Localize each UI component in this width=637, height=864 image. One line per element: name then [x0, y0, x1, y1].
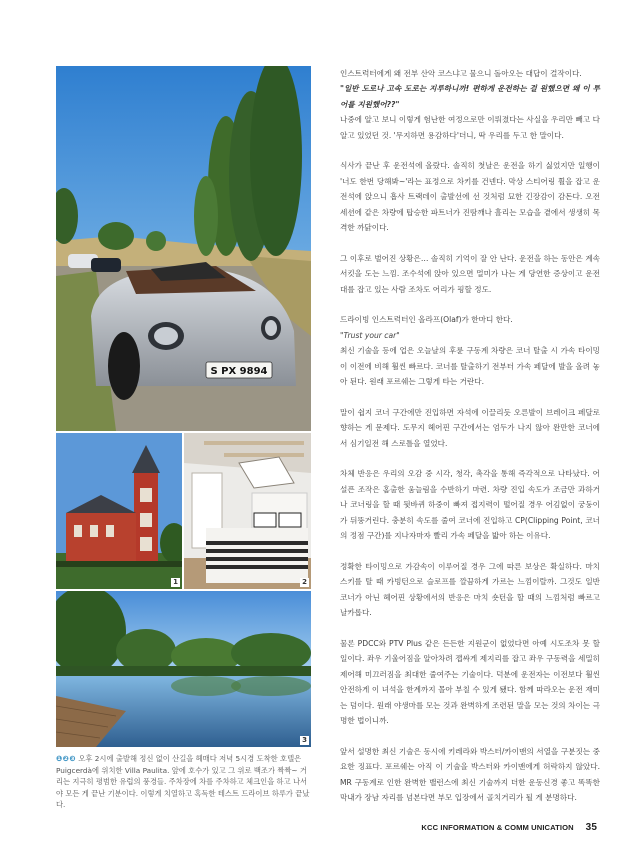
- paragraph-9: 앞서 설명한 최신 기술은 동시에 키레라와 박스터/카이맨의 서열을 구분짓는 중요한 징표다. 포르쉐는 아직 이 기술을 박스터와 카이맨에게 허락하지 않았다. MR 구동계로 인한 완벽한 밸런스에 최신 기술까지 더한 운동신경 좋고 똑똑한 막내가 장남 자리를 넘본다면 부모 입장에서 골치거리가 될 게 분명하다.: [340, 746, 600, 802]
- page-footer: [421, 822, 597, 833]
- paragraph-1: [340, 66, 600, 143]
- caption-numbers: ❶❷❸: [56, 754, 77, 763]
- paragraph-3: 그 이후로 벌어진 상황은… 솔직히 기억이 잘 안 난다. 운전을 하는 동안은 계속 서킷을 도는 느낌. 조수석에 앉아 있으면 멀미가 나는 게 당연한 증상이고 운전대를 잡고 있는 사람 조차도 어리가 핑할 정도.: [340, 253, 600, 294]
- paragraph-4-intro: 드라이빙 인스트럭터인 올라프(Olaf)가 한마디 한다.: [340, 315, 513, 325]
- photo-hotel-room: [184, 433, 311, 589]
- porsche-scene: [56, 66, 311, 431]
- room-scene: [184, 433, 311, 589]
- photo-porsche-convertible: [56, 66, 311, 431]
- footer-brand: KCC INFORMATION & COMM UNICATION: [421, 823, 574, 832]
- photo-number-3: 3: [302, 736, 307, 744]
- paragraph-8: 물론 PDCC와 PTV Plus 같은 든든한 지원군이 없었다면 아예 시도조차 못 할 일이다. 좌우 기울어짐을 알아차려 잽싸게 제지리를 잡고 좌우 구동력을 세밀히 제어해 미끄러짐을 최대한 줄여주는 기술이다. 덕분에 운전자는 이전보다 훨씬 안전하게 이 녀석을 한계까지 몰아 부칠 수 있게 됐다. 함께 따라오는 운전 재미는 덤이다. 원래 야생마를 모는 것과 완벽하게 조련된 말을 모는 것의 차이는 극명한 법이니까.: [340, 638, 600, 725]
- paragraph-4-quote: "Trust your car": [340, 330, 400, 340]
- photo-lake: [56, 591, 311, 747]
- paragraph-6: 차체 반응은 우리의 오감 중 시각, 청각, 촉각을 통해 즉각적으로 나타났다. 어설픈 조작은 홈출한 움늘림을 수반하기 마련. 차량 진입 속도가 조금만 과하거나 코너링을 할 때 뒷바퀴 하중이 빠져 접지력이 떨어질 경우 어김없이 궁둥이가 뒤뚱거린다. 충분히 속도를 줄여 코너에 진입하고 CP(Clipping Point, 코너의 정점 구간)를 지나자마자 빨리 가속 페달을 밟아 하는 이유다.: [340, 469, 600, 541]
- hotel-scene: [56, 433, 182, 589]
- paragraph-1-intro: 인스트럭터에게 왜 전부 산악 코스냐고 물으니 돌아오는 대답이 걸작이다.: [340, 69, 582, 78]
- photo-hotel-villa: [56, 433, 182, 589]
- paragraph-1-quote: "일반 도로나 고속 도로는 지루하니까! 편하게 운전하는 걸 원했으면 왜 이 투어를 지원했어??": [340, 84, 600, 109]
- photo-caption: [56, 753, 312, 811]
- license-plate: S PX 9894: [210, 366, 268, 377]
- paragraph-7: 정확한 타이밍으로 가감속이 이루어질 경우 그에 따른 보상은 확실하다. 마치 스키를 탈 때 카빙턴으로 슬로프를 깔끔하게 가르는 느낌이랄까. 그것도 일반 코너가 아닌 헤어핀 상황에서의 반응은 마치 숏턴을 할 때의 느낌처럼 빠르고 날카롭다.: [340, 561, 600, 618]
- article-column: [340, 66, 600, 821]
- paragraph-4-body: 최신 기술을 등에 업은 오늘날의 후륜 구동계 차량은 코너 탈출 시 가속 타이밍이 이전에 비해 훨씬 빠르다. 코너를 탈출하기 전부터 가속 페달에 발을 올려 놓아 된다. 원래 포르쉐는 그렇게 타는 거란다.: [340, 346, 600, 387]
- lake-scene: [56, 591, 311, 747]
- photo-number-2: 2: [302, 578, 307, 586]
- paragraph-2: 식사가 끝난 후 운전석에 올랐다. 솔직히 첫날은 운전을 하기 싫었지만 일행이 '너도 한번 당해봐~'라는 표정으로 차키를 건넨다. 막상 스티어링 휠을 잡고 운전석에 앉으니 흡사 트랙데이 출발선에 선 것처럼 묘한 긴장감이 감돈다. 오전 세션에 같은 차량에 탑승한 파트너가 진땀깨나 흘리는 모습을 곁에서 생생히 목격한 까닭이다.: [340, 161, 600, 233]
- page-number: 35: [585, 822, 597, 833]
- paragraph-5: 말이 쉽지 코너 구간에만 진입하면 자석에 이끌리듯 오른발이 브레이크 페달로 향하는 게 문제다. 도무지 헤어핀 구간에서는 엄두가 나지 않아 완만한 코너에서 심기일전 해 스로틀을 열었다.: [340, 407, 600, 448]
- caption-text: 오후 2시에 출발해 정신 없이 산길을 헤매다 저녁 5시경 도착한 호텔은 Puigcerdà에 위치한 Villa Paulita. 앞에 호수가 있고 그 위로 백조가 짝짝~ 거리는 지극히 평범한 유럽의 풍경들. 주차장에 차를 주차하고 체크인을 하고 나서야 모든 게 끝난 기분이다. 이렇게 치열하고 혹독한 테스트 드라이브 하루가 끝났다.: [56, 754, 310, 810]
- paragraph-4: [340, 312, 600, 389]
- photo-number-1: 1: [173, 578, 178, 586]
- paragraph-1-body: 나중에 알고 보니 이렇게 험난한 여정으로만 이뤄졌다는 사실을 우리만 빼고 다 알고 있었던 것. '무지하면 용감하다'더니, 딱 우리를 두고 한 말이다.: [340, 115, 600, 140]
